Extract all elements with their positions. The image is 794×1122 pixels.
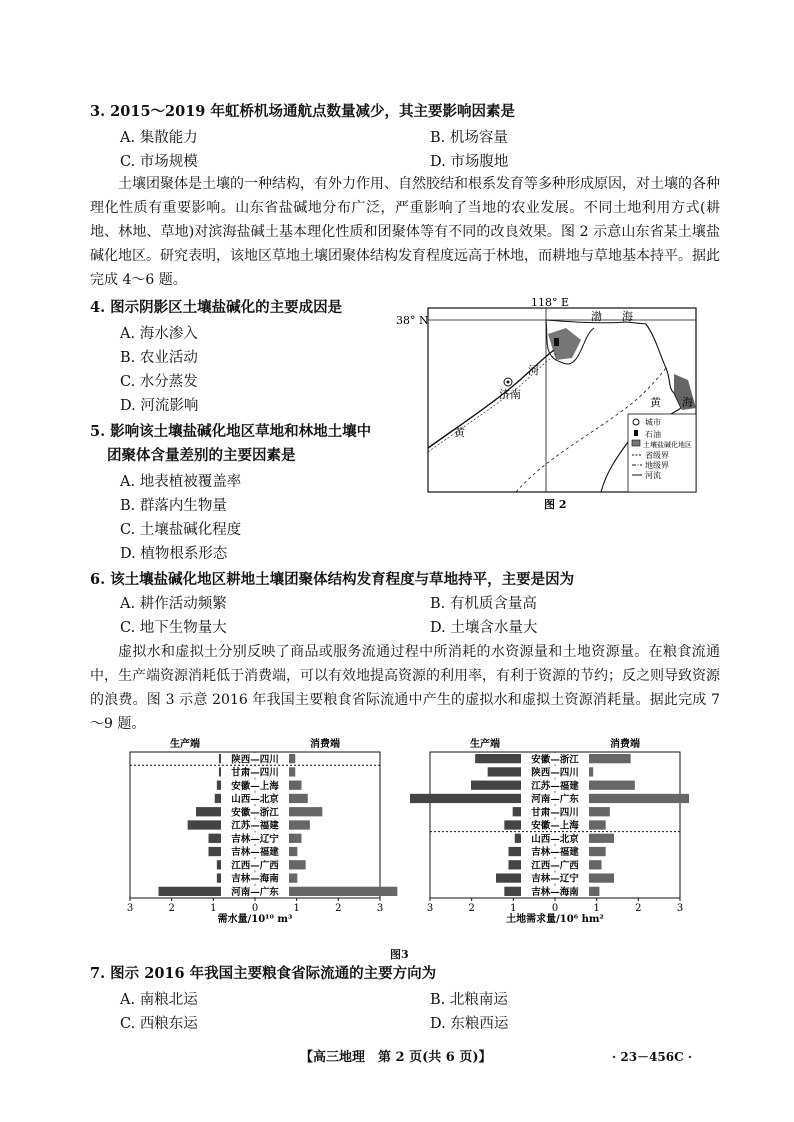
figure-3-caption: 图3 [390, 948, 409, 961]
consumer-bar [589, 887, 599, 896]
producer-bar [159, 887, 222, 896]
q6-stem: 6. 该土壤盐碱化地区耕地土壤团聚体结构发育程度与草地持平，主要是因为 [90, 571, 575, 588]
legend-county: 地级界 [645, 461, 669, 470]
q5-option-d: D. 植物根系形态 [120, 546, 228, 562]
category-label: 吉林—福建 [231, 847, 279, 859]
consumer-bar [289, 847, 297, 856]
category-label: 安徽—上海 [531, 820, 579, 832]
tick-label: 2 [635, 903, 642, 914]
legend-oil: 石油 [645, 430, 661, 439]
consumer-bar [589, 807, 610, 816]
q5-stem-line1: 5. 影响该土壤盐碱化地区草地和林地土壤中 [90, 423, 372, 440]
consumer-bar [589, 860, 602, 869]
consumer-bar [589, 820, 606, 829]
legend-prov: 省级界 [645, 451, 669, 460]
category-label: 吉林—福建 [531, 847, 579, 859]
figure-2-map [396, 298, 706, 512]
x-axis-label: 土地需求量/10⁶ hm² [506, 914, 604, 924]
producer-bar [509, 847, 522, 856]
category-label: 山西—北京 [531, 833, 579, 845]
producer-bar [217, 873, 221, 882]
tick-label: 1 [293, 903, 300, 914]
q4-option-d: D. 河流影响 [120, 398, 199, 414]
longitude-label: 118° E [531, 298, 570, 309]
category-label: 陕西—四川 [531, 767, 579, 779]
tick-label: 1 [510, 903, 517, 914]
producer-bar [209, 847, 222, 856]
q6-option-d: D. 土壤含水量大 [430, 620, 538, 636]
q7-option-a: A. 南粮北运 [120, 992, 198, 1008]
sea-label-1: 渤 [591, 310, 602, 323]
q4-option-a: A. 海水渗入 [120, 326, 198, 342]
producer-bar [509, 860, 522, 869]
producer-bar [215, 794, 221, 803]
tick-label: 3 [126, 903, 134, 914]
producer-bar [219, 754, 221, 763]
q5-option-b: B. 群落内生物量 [120, 498, 227, 514]
producer-bar [217, 781, 221, 790]
consumer-bar [289, 754, 295, 763]
consumer-bar [589, 794, 689, 803]
q7-option-d: D. 东粮西运 [430, 1016, 509, 1032]
right-header: 消费端 [310, 739, 340, 750]
consumer-bar [589, 847, 606, 856]
category-label: 吉林—海南 [531, 887, 579, 898]
sea-label-2: 海 [622, 310, 633, 323]
consumer-bar [289, 834, 302, 843]
producer-bar [504, 820, 521, 829]
producer-bar [488, 767, 521, 776]
legend-saline-icon [632, 440, 640, 446]
producer-bar [219, 767, 221, 776]
consumer-bar [589, 873, 614, 882]
consumer-bar [289, 807, 322, 816]
q3-option-d: D. 市场腹地 [430, 154, 509, 170]
producer-bar [410, 794, 521, 803]
category-label: 河南—广东 [231, 887, 279, 898]
page-footer: 【高三地理 第 2 页(共 6 页)】 [300, 1050, 492, 1065]
producer-bar [209, 834, 222, 843]
category-label: 江西—广西 [231, 860, 279, 872]
q6-option-a: A. 耕作活动频繁 [120, 596, 227, 612]
q5-stem-line2: 团聚体含量差别的主要因素是 [107, 447, 296, 464]
tick-label: 1 [210, 903, 217, 914]
q4-option-c: C. 水分蒸发 [120, 374, 198, 390]
category-label: 甘肃—四川 [231, 767, 279, 779]
category-label: 江西—广西 [531, 860, 579, 872]
legend-city: 城市 [645, 418, 661, 427]
q7-stem: 7. 图示 2016 年我国主要粮食省际流通的主要方向为 [90, 965, 437, 982]
q6-option-c: C. 地下生物量大 [120, 620, 227, 636]
legend-oil-icon [634, 430, 638, 436]
tick-label: 0 [551, 903, 559, 914]
consumer-bar [289, 794, 308, 803]
tick-label: 3 [376, 903, 384, 914]
q3-option-c: C. 市场规模 [120, 154, 198, 170]
passage-virtual-water: 虚拟水和虚拟土分别反映了商品或服务流通过程中所消耗的水资源量和土地资源量。在粮食流通中，生产端资源消耗低于消费端，可以有效地提高资源的利用率，有利于资源的节约；反之则导致资源的浪费。图 3 示意 2016 年我国主要粮食省际流通中产生的虚拟水和虚拟土资源消耗量。据此完成 7～9 题。 [90, 644, 720, 732]
producer-bar [475, 754, 521, 763]
river-label-2: 黄 [454, 426, 465, 439]
chart-virtual-land [410, 734, 700, 924]
x-axis-label: 需水量/10¹⁰ m³ [217, 914, 293, 924]
tick-label: 2 [335, 903, 342, 914]
category-label: 陕西—四川 [231, 754, 279, 766]
producer-bar [513, 807, 521, 816]
left-header: 生产端 [170, 739, 200, 750]
q7-option-b: B. 北粮南运 [430, 992, 508, 1008]
river-label-1: 河 [528, 364, 539, 377]
tick-label: 0 [251, 903, 259, 914]
consumer-bar [289, 767, 295, 776]
producer-bar [515, 834, 521, 843]
category-label: 江苏—福建 [531, 780, 579, 792]
producer-bar [471, 781, 521, 790]
consumer-bar [289, 820, 310, 829]
consumer-bar [289, 860, 306, 869]
category-label: 山西—北京 [231, 794, 279, 806]
q5-option-c: C. 土壤盐碱化程度 [120, 522, 242, 538]
left-header: 生产端 [470, 739, 500, 750]
category-label: 吉林—辽宁 [231, 833, 279, 845]
tick-label: 3 [676, 903, 684, 914]
consumer-bar [289, 887, 397, 896]
tick-label: 1 [593, 903, 600, 914]
consumer-bar [589, 767, 593, 776]
category-label: 江苏—福建 [231, 820, 279, 832]
right-header: 消费端 [610, 739, 640, 750]
consumer-bar [589, 834, 614, 843]
figure-2-caption: 图 2 [544, 498, 567, 511]
city-label: 济南 [499, 388, 521, 401]
producer-bar [504, 887, 521, 896]
oil-icon [554, 338, 559, 346]
consumer-bar [589, 754, 631, 763]
sea-label-3: 黄 [650, 396, 661, 409]
category-label: 吉林—辽宁 [531, 873, 579, 885]
q3-option-a: A. 集散能力 [120, 130, 198, 146]
latitude-label: 38° N [396, 314, 429, 327]
tick-label: 2 [168, 903, 175, 914]
q5-option-a: A. 地表植被覆盖率 [120, 474, 242, 490]
category-label: 甘肃—四川 [531, 807, 579, 819]
legend-river: 河流 [645, 471, 661, 480]
category-label: 安徽—浙江 [231, 807, 279, 819]
consumer-bar [289, 781, 302, 790]
consumer-bar [289, 873, 297, 882]
sea-label-4: 海 [682, 396, 693, 409]
producer-bar [217, 860, 221, 869]
q3-stem: 3. 2015～2019 年虹桥机场通航点数量减少，其主要影响因素是 [90, 103, 515, 120]
q6-option-b: B. 有机质含量高 [430, 596, 537, 612]
tick-label: 3 [426, 903, 434, 914]
q4-option-b: B. 农业活动 [120, 350, 198, 366]
q4-stem: 4. 图示阴影区土壤盐碱化的主要成因是 [90, 299, 343, 316]
producer-bar [496, 873, 521, 882]
exam-code: · 23－456C · [612, 1050, 693, 1064]
legend-saline: 土壤盐碱化地区 [643, 441, 692, 449]
q7-option-c: C. 西粮东运 [120, 1016, 198, 1032]
category-label: 河南—广东 [531, 794, 579, 806]
producer-bar [196, 807, 221, 816]
q3-option-b: B. 机场容量 [430, 130, 508, 146]
category-label: 吉林—海南 [231, 873, 279, 885]
category-label: 安徽—上海 [231, 780, 279, 792]
passage-soil: 土壤团聚体是土壤的一种结构，有外力作用、自然胶结和根系发育等多种形成原因，对土壤的各种理化性质有重要影响。山东省盐碱地分布广泛，严重影响了当地的农业发展。不同土地利用方式(耕地、林地、草地)对滨海盐碱土基本理化性质和团聚体等有不同的改良效果。图 2 示意山东省某土壤盐碱化地区。研究表明，该地区草地土壤团聚体结构发育程度远高于林地，而耕地与草地基本持平。据此完成 4～6 题。 [90, 176, 720, 288]
category-label: 安徽—浙江 [531, 754, 579, 766]
consumer-bar [589, 781, 635, 790]
producer-bar [188, 820, 221, 829]
tick-label: 2 [468, 903, 475, 914]
chart-virtual-water [110, 734, 400, 924]
